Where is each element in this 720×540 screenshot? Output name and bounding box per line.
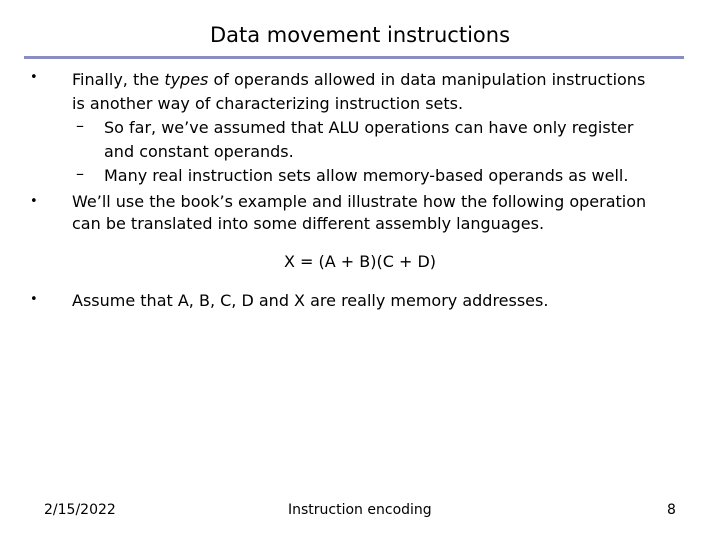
bullet-3-marker: •	[30, 292, 38, 307]
bullet-1-text-emphasis: types	[164, 70, 209, 89]
sub-bullet-1-line-2: and constant operands.	[104, 142, 294, 161]
bullet-2-line-2: can be translated into some different assembly languages.	[72, 214, 545, 233]
footer-title: Instruction encoding	[288, 502, 432, 518]
footer-date: 2/15/2022	[44, 502, 116, 518]
sub-bullet-1-line-1: So far, we’ve assumed that ALU operations can have only register	[104, 118, 634, 137]
sub-bullet-2-marker: –	[76, 164, 84, 183]
bullet-1-line-2: is another way of characterizing instruction sets.	[72, 94, 464, 113]
sub-bullet-1-marker: –	[76, 116, 84, 135]
title-divider	[24, 56, 684, 59]
bullet-1-line-1	[72, 68, 645, 92]
bullet-1-text-pre: Finally, the	[72, 70, 165, 89]
equation: X = (A + B)(C + D)	[283, 252, 437, 271]
bullet-3-line-1: Assume that A, B, C, D and X are really memory addresses.	[72, 291, 549, 310]
sub-bullet-2-line-1: Many real instruction sets allow memory-based operands as well.	[104, 166, 629, 185]
bullet-2-marker: •	[30, 194, 38, 209]
slide-title: Data movement instructions	[209, 23, 511, 47]
bullet-2-line-1: We’ll use the book’s example and illustrate how the following operation	[72, 192, 647, 211]
footer-page-number: 8	[667, 502, 676, 518]
bullet-1-text-post: of operands allowed in data manipulation instructions	[208, 70, 646, 89]
bullet-1-marker: •	[30, 70, 38, 85]
